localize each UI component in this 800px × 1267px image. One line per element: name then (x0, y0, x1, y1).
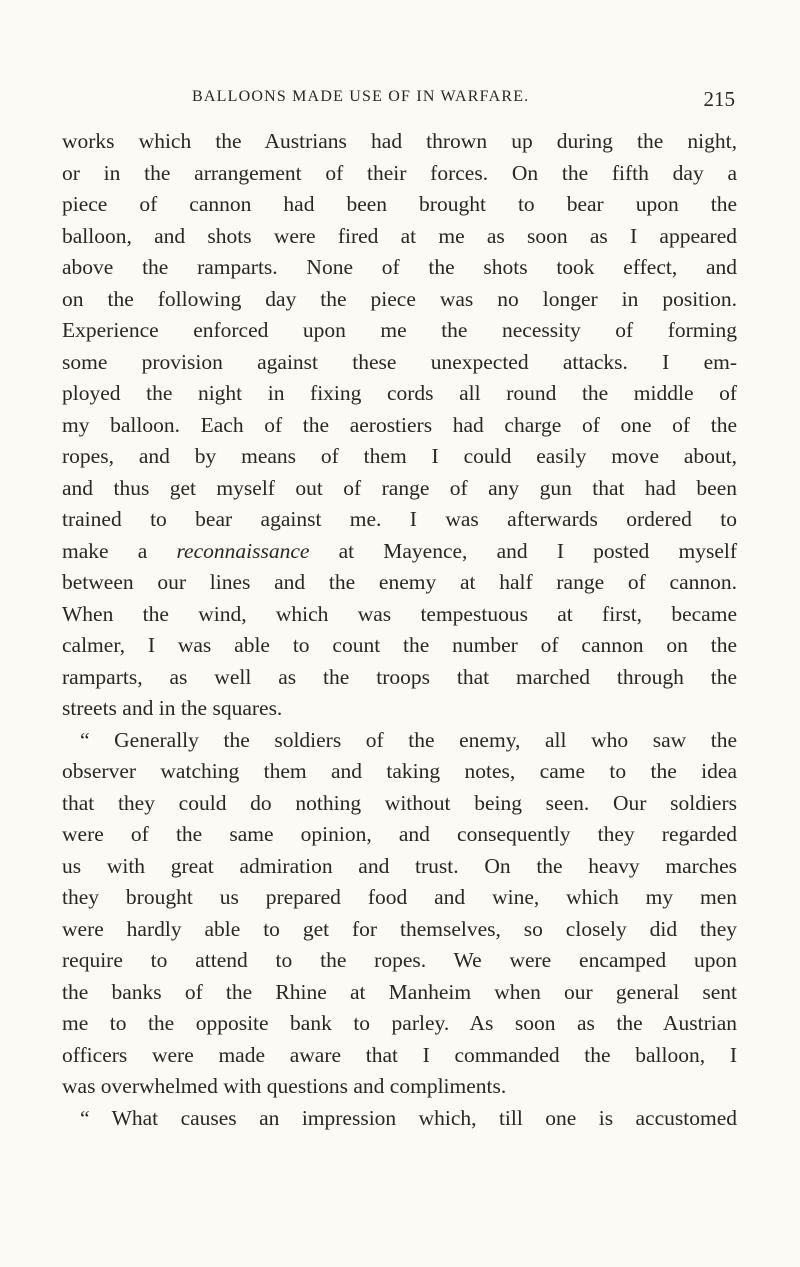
text-line: ropes, and by means of them I could easily move about, (62, 444, 737, 468)
text-line: on the following day the piece was no longer in position. (62, 286, 737, 311)
running-head (62, 88, 737, 118)
text-line: me to the opposite bank to parley. As soon as the Austrian (62, 1011, 737, 1035)
text-line: Experience enforced upon me the necessity of forming (62, 318, 737, 342)
text-line: works which the Austrians had thrown up during the night, (62, 129, 737, 153)
text-line: the banks of the Rhine at Manheim when our general sent (62, 979, 737, 1004)
text-line: were hardly able to get for themselves, so closely did they (62, 916, 737, 941)
text-line: ramparts, as well as the troops that marched through the (62, 664, 737, 689)
running-title: BALLOONS MADE USE OF IN WARFARE. (192, 88, 530, 105)
text-line: officers were made aware that I commanded the balloon, I (62, 1042, 737, 1067)
text-line: and thus get myself out of range of any gun that had been (62, 475, 737, 500)
text-line: was overwhelmed with questions and compliments. (62, 1074, 507, 1098)
text-line: some provision against these unexpected attacks. I em- (62, 349, 737, 374)
text-line: trained to bear against me. I was afterwards ordered to (62, 507, 737, 531)
page-number: 215 (703, 87, 735, 111)
text-line: “ Generally the soldiers of the enemy, all who saw the (80, 727, 737, 752)
text-line (62, 536, 737, 568)
text-line: they brought us prepared food and wine, which my men (62, 885, 737, 909)
italic-term: reconnaissance (176, 538, 310, 563)
text-line: piece of cannon had been brought to bear upon the (62, 192, 737, 216)
text-line: above the ramparts. None of the shots took effect, and (62, 255, 737, 279)
text-line: calmer, I was able to count the number of cannon on the (62, 633, 737, 657)
text-line: “ What causes an impression which, till one is accustomed (80, 1105, 737, 1130)
text-line: streets and in the squares. (62, 696, 283, 720)
text-run: make a (62, 538, 177, 563)
text-run: at Mayence, and I posted myself (309, 538, 737, 563)
text-line: that they could do nothing without being seen. Our soldiers (62, 790, 737, 815)
text-line: require to attend to the ropes. We were encamped upon (62, 948, 737, 972)
text-line: observer watching them and taking notes, came to the idea (62, 759, 737, 783)
body-text (62, 126, 737, 1134)
text-line: us with great admiration and trust. On the heavy marches (62, 853, 737, 878)
text-line: between our lines and the enemy at half range of cannon. (62, 570, 737, 594)
text-line: my balloon. Each of the aerostiers had charge of one of the (62, 412, 737, 437)
text-line: or in the arrangement of their forces. On the fifth day a (62, 160, 737, 185)
text-line: ployed the night in fixing cords all round the middle of (62, 381, 737, 405)
text-line: balloon, and shots were fired at me as soon as I appeared (62, 223, 737, 248)
text-line: When the wind, which was tempestuous at first, became (62, 601, 737, 626)
text-line: were of the same opinion, and consequently they regarded (62, 822, 737, 846)
